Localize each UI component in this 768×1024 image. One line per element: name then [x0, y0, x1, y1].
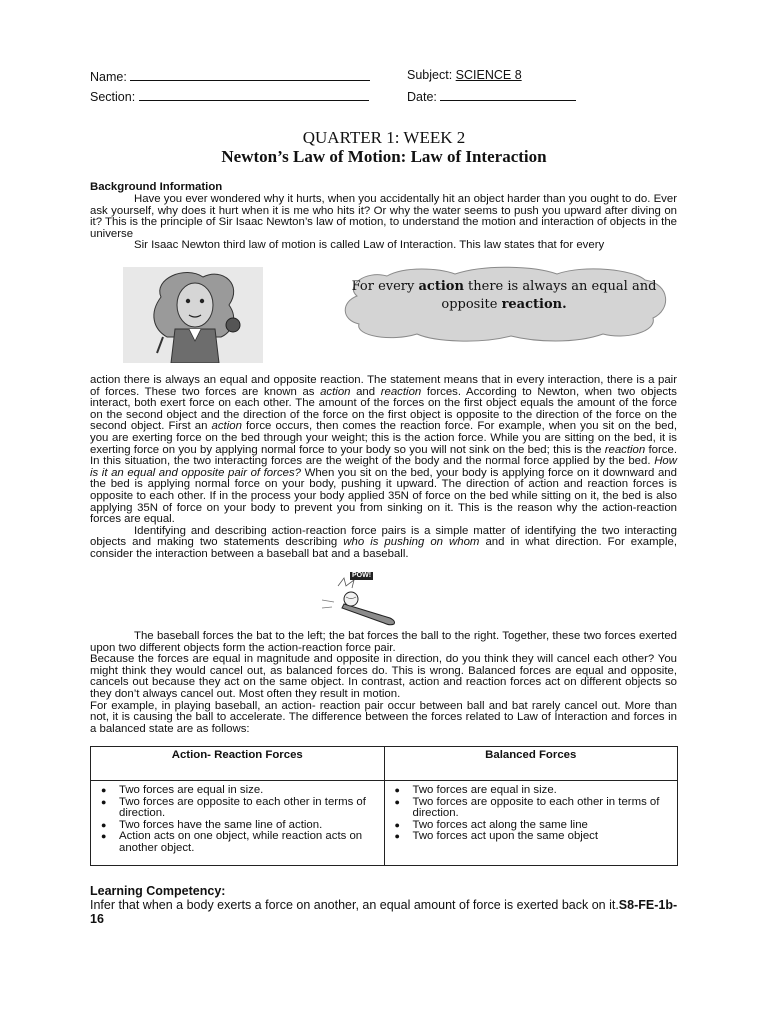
list-item: ● Two forces act upon the same object [413, 831, 672, 843]
col-balanced: Balanced Forces [384, 747, 678, 781]
balanced-list [393, 785, 672, 843]
text-run: and in what direction. For example, consider the interaction between a baseball bat and a baseball. [90, 536, 677, 560]
callout-reaction: reaction. [501, 297, 567, 312]
text-run: How is it an equal and opposite pair of forces? [90, 455, 677, 479]
competency-code: S8-FE-1b-16 [90, 898, 678, 926]
baseball-paragraph: For example, in playing baseball, an action- reaction pair occur between ball and bat rarely cancel out. More than not, it is causing the ball to accelerate. The difference between the forces related to Law of Interaction and forces in a balanced state are as follows: [90, 699, 677, 735]
section-field [90, 88, 369, 104]
baseball-bat-icon [318, 572, 408, 628]
topic-title: Newton’s Law of Motion: Law of Interaction [221, 147, 547, 166]
text-run: who is pushing on whom [343, 536, 480, 549]
callout-action: action [418, 279, 464, 294]
intro-paragraph: Have you ever wondered why it hurts, when you accidentally hit an object harder than you ought to do. Ever ask yourself, why does it hurt when it is me who hits it? Or why the water seems to push you upward after diving on it? This is the principle of Sir Isaac Newton’s law of motion, to understand the motion and interaction of objects in the universe [90, 193, 677, 240]
bat-illustration [318, 572, 408, 628]
list-item: ● Two forces are opposite to each other in terms of direction. [413, 797, 672, 820]
law-paragraph: Sir Isaac Newton third law of motion is called Law of Interaction. This law states that for every [134, 239, 605, 252]
main-text-lower [90, 631, 677, 735]
quarter-title: QUARTER 1: WEEK 2 [302, 128, 466, 147]
newton-illustration [123, 267, 263, 363]
subject-label: Subject: [407, 68, 453, 82]
text-run: forces. According to Newton, when two objects interact, both exert force on each other. The amount of the forces on the first object equals the amount of the force on the second object and the direction of the force on the first object is opposite to the direction of the force on the second object. First an [90, 385, 677, 433]
subject-value: SCIENCE 8 [455, 68, 522, 82]
col-action-reaction: Action- Reaction Forces [91, 747, 385, 781]
list-item: ● Two forces have the same line of action. [119, 820, 378, 832]
competency-statement: Infer that when a body exerts a force on another, an equal amount of force is exerted back on it. [90, 898, 619, 912]
subject-field [407, 68, 530, 82]
text-run: reaction [380, 385, 422, 398]
pow-label: POW! [352, 572, 372, 579]
action-reaction-cell [91, 781, 385, 866]
list-item: ● Two forces act along the same line [413, 820, 672, 832]
bat-force-paragraph: The baseball forces the bat to the left; the bat forces the ball to the right. Together, these two forces exerted upon two different objects form the action-reaction force pair. [90, 630, 677, 654]
callout-mid: there is always an equal and opposite [441, 279, 657, 312]
text-run: Identifying and describing action-reaction force pairs is a simple matter of identifying the two interacting objects and making two statements describing [90, 524, 677, 549]
list-item: ● Action acts on one object, while reaction acts on another object. [119, 831, 378, 854]
date-blank [440, 88, 576, 101]
date-field [407, 88, 576, 104]
competency-heading: Learning Competency: [90, 884, 226, 898]
section-blank [139, 88, 369, 101]
callout-text [347, 278, 661, 314]
list-item: ● Two forces are equal in size. [119, 785, 378, 797]
name-label: Name: [90, 70, 127, 84]
main-text [90, 375, 677, 561]
competency-text [90, 898, 690, 926]
section-label: Section: [90, 90, 136, 104]
action-reaction-list [99, 785, 378, 855]
comparison-table [90, 746, 678, 866]
newton-cartoon-icon [123, 267, 263, 363]
text-run: reaction [604, 443, 646, 456]
action-reaction-paragraph [90, 375, 677, 526]
cancel-paragraph: Because the forces are equal in magnitude and opposite in direction, do you think they will cancel each other? You might think they would cancel out, as balanced forces do. This is wrong. Balanced forces are equal and opposite, cancels out because they act on the same object. In contrast, action and reaction forces act on different objects so they don’t always cancel out. Most often they result in motion. [90, 653, 677, 700]
table-row [91, 781, 678, 866]
background-text [90, 194, 677, 252]
text-run: action [320, 385, 351, 398]
text-run: When you sit on the bed, your body is applying force on it downward and the bed is applying normal force on your body, pushing it upward. The direction of action and reaction forces is opposite to each other. If in the process your body applied 35N of force on the bed while sitting on it, the bed is also applying 35N of force on your body to prevent you from sinking on it. This is the reason why the action-reaction forces are equal. [90, 466, 677, 526]
law-callout [335, 266, 673, 342]
table-header-row [91, 747, 678, 781]
list-item: ● Two forces are equal in size. [413, 785, 672, 797]
callout-pre: For every [351, 279, 419, 294]
text-run: action there is always an equal and opposite reaction. The statement means that in every interaction, there is a pair of forces. These two forces are known as [90, 374, 677, 398]
background-heading: Background Information [90, 181, 223, 193]
list-item: ● Two forces are opposite to each other in terms of direction. [119, 797, 378, 820]
text-run: force. In this situation, the two interacting forces are the weight of the body and the normal force applied by the bed. [90, 443, 677, 468]
text-run: action [211, 420, 242, 433]
name-field [90, 68, 370, 84]
balanced-cell [384, 781, 678, 866]
text-run: and [350, 385, 381, 398]
name-blank [130, 68, 370, 81]
date-label: Date: [407, 90, 437, 104]
identifying-paragraph [90, 526, 677, 561]
text-run: force occurs, then comes the reaction force. For example, when you sit on the bed, you are exerting force on the bed through your weight; this is the action force. While you are sitting on the bed, it is exerting force on you by applying normal force to your body so you will not sink on the bed; this is the [90, 420, 677, 456]
